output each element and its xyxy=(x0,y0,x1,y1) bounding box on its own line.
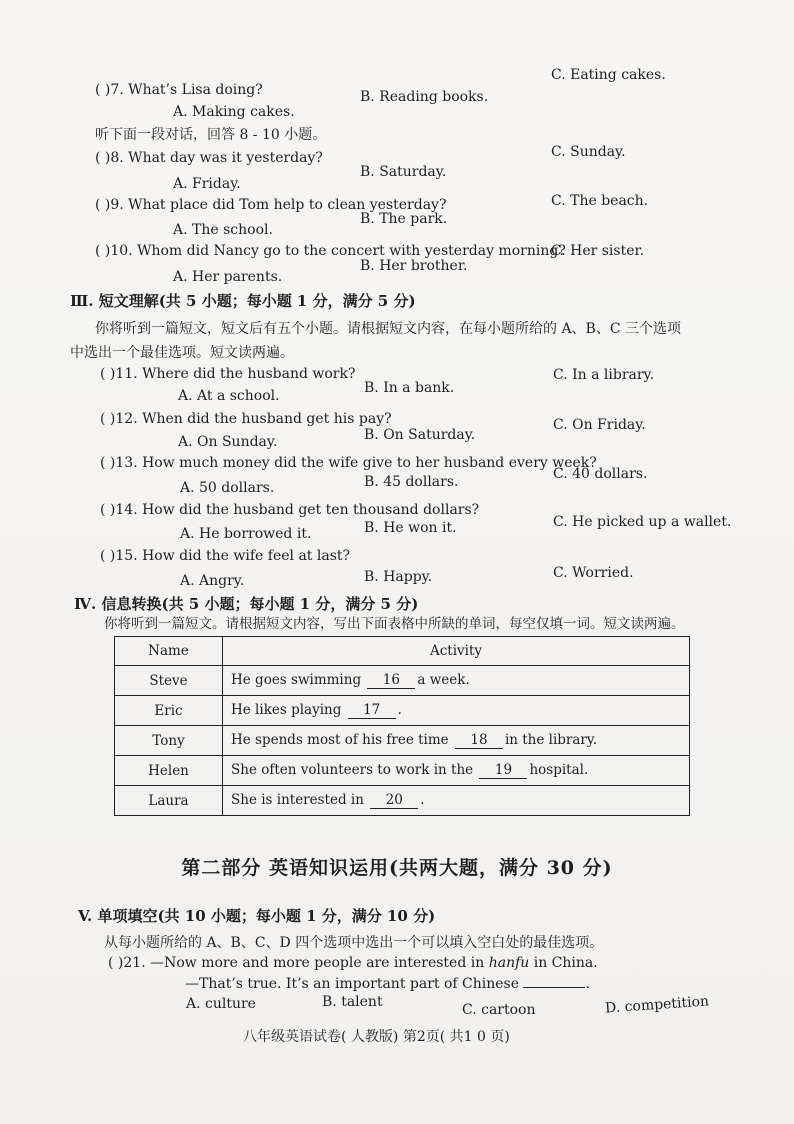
row-activity xyxy=(223,666,690,696)
q21-option-c: C. cartoon xyxy=(462,1002,536,1018)
q9-option-b: B. The park. xyxy=(360,211,448,227)
q15-option-b: B. Happy. xyxy=(364,569,433,585)
question-10: ( )10. Whom did Nancy go to the concert with yesterday morning? xyxy=(95,243,566,259)
activity-text: He likes playing xyxy=(231,702,342,718)
table-row xyxy=(115,726,690,756)
activity-tail: . xyxy=(397,702,402,718)
section-4-title: Ⅳ. 信息转换(共 5 小题；每小题 1 分，满分 5 分) xyxy=(74,595,419,613)
q14-option-b: B. He won it. xyxy=(364,520,457,536)
q8-option-c: C. Sunday. xyxy=(551,144,626,160)
q8-option-b: B. Saturday. xyxy=(360,164,447,180)
activity-text: She often volunteers to work in the xyxy=(231,762,474,778)
question-7: ( )7. What’s Lisa doing? xyxy=(95,82,263,98)
question-12: ( )12. When did the husband get his pay? xyxy=(100,411,392,427)
row-activity xyxy=(223,726,690,756)
activity-text: He goes swimming xyxy=(231,672,362,688)
question-11: ( )11. Where did the husband work? xyxy=(100,366,356,382)
answer-blank-16[interactable]: 16 xyxy=(367,673,415,689)
question-21-tail: in China. xyxy=(533,955,598,971)
header-name: Name xyxy=(115,637,223,666)
info-table xyxy=(114,636,690,816)
answer-blank-20[interactable]: 20 xyxy=(370,793,418,809)
row-name: Eric xyxy=(115,696,223,726)
q21-option-a: A. culture xyxy=(186,996,256,1012)
page-footer: 八年级英语试卷( 人教版) 第2页( 共1 0 页) xyxy=(243,1029,510,1045)
row-activity xyxy=(223,786,690,816)
activity-tail: hospital. xyxy=(529,762,589,778)
row-name: Helen xyxy=(115,756,223,786)
part-2-heading: 第二部分 英语知识运用(共两大题，满分 30 分) xyxy=(181,857,613,879)
q21-option-b: B. talent xyxy=(322,994,383,1010)
table-row xyxy=(115,756,690,786)
section-5-instruction: 从每小题所给的 A、B、C、D 四个选项中选出一个可以填入空白处的最佳选项。 xyxy=(104,935,604,951)
row-name: Steve xyxy=(115,666,223,696)
q10-option-b: B. Her brother. xyxy=(360,258,468,274)
q9-option-a: A. The school. xyxy=(173,222,273,238)
q15-option-a: A. Angry. xyxy=(180,573,245,589)
q13-option-b: B. 45 dollars. xyxy=(364,474,459,490)
row-name: Tony xyxy=(115,726,223,756)
activity-tail: . xyxy=(420,792,425,808)
instruction-8-10: 听下面一段对话，回答 8 - 10 小题。 xyxy=(95,127,327,143)
q14-option-a: A. He borrowed it. xyxy=(180,526,312,542)
activity-text: She is interested in xyxy=(231,792,364,808)
question-21-response-text: —That’s true. It’s an important part of Chinese xyxy=(185,976,520,992)
q7-option-c: C. Eating cakes. xyxy=(551,67,666,83)
table-row xyxy=(115,696,690,726)
answer-blank-17[interactable]: 17 xyxy=(348,703,396,719)
header-activity: Activity xyxy=(223,637,690,666)
row-name: Laura xyxy=(115,786,223,816)
activity-text: He spends most of his free time xyxy=(231,732,449,748)
q12-option-c: C. On Friday. xyxy=(553,417,646,433)
q10-option-a: A. Her parents. xyxy=(173,269,283,285)
table-row xyxy=(115,666,690,696)
table-row xyxy=(115,786,690,816)
question-8: ( )8. What day was it yesterday? xyxy=(95,150,323,166)
activity-tail: a week. xyxy=(417,672,470,688)
question-21-response xyxy=(185,976,590,992)
q7-option-a: A. Making cakes. xyxy=(173,104,295,120)
answer-blank-18[interactable]: 18 xyxy=(455,733,503,749)
section-3-title: Ⅲ. 短文理解(共 5 小题；每小题 1 分，满分 5 分) xyxy=(70,292,416,310)
q11-option-b: B. In a bank. xyxy=(364,380,455,396)
question-21-italic-word: hanfu xyxy=(488,955,530,971)
section-3-instruction-2: 中选出一个最佳选项。短文读两遍。 xyxy=(70,345,294,361)
question-21-text: ( )21. —Now more and more people are interested in xyxy=(108,955,485,971)
table-header-row xyxy=(115,637,690,666)
row-activity xyxy=(223,756,690,786)
q7-option-b: B. Reading books. xyxy=(360,89,489,105)
q9-option-c: C. The beach. xyxy=(551,193,649,209)
q11-option-c: C. In a library. xyxy=(553,367,655,383)
answer-blank-19[interactable]: 19 xyxy=(479,763,527,779)
row-activity xyxy=(223,696,690,726)
q15-option-c: C. Worried. xyxy=(553,565,634,581)
q12-option-b: B. On Saturday. xyxy=(364,427,476,443)
question-15: ( )15. How did the wife feel at last? xyxy=(100,548,351,564)
section-3-instruction-1: 你将听到一篇短文，短文后有五个小题。请根据短文内容，在每小题所给的 A、B、C 三个选项 xyxy=(95,321,682,337)
q10-option-c: C. Her sister. xyxy=(551,243,645,259)
question-21 xyxy=(108,955,598,971)
question-13: ( )13. How much money did the wife give to her husband every week? xyxy=(100,455,597,471)
section-4-instruction: 你将听到一篇短文。请根据短文内容，写出下面表格中所缺的单词，每空仅填一词。短文读两遍。 xyxy=(104,616,685,632)
q14-option-c: C. He picked up a wallet. xyxy=(553,514,732,530)
section-5-title: V. 单项填空(共 10 小题；每小题 1 分，满分 10 分) xyxy=(78,907,436,925)
question-14: ( )14. How did the husband get ten thousand dollars? xyxy=(100,502,480,518)
q13-option-c: C. 40 dollars. xyxy=(553,466,648,482)
q21-option-d: D. competition xyxy=(604,993,710,1017)
q12-option-a: A. On Sunday. xyxy=(178,434,278,450)
q8-option-a: A. Friday. xyxy=(173,176,241,192)
q11-option-a: A. At a school. xyxy=(178,388,280,404)
question-9: ( )9. What place did Tom help to clean yesterday? xyxy=(95,197,447,213)
activity-tail: in the library. xyxy=(504,732,598,748)
q13-option-a: A. 50 dollars. xyxy=(180,480,275,496)
question-21-period: . xyxy=(585,976,590,992)
answer-blank-21[interactable] xyxy=(523,987,585,988)
